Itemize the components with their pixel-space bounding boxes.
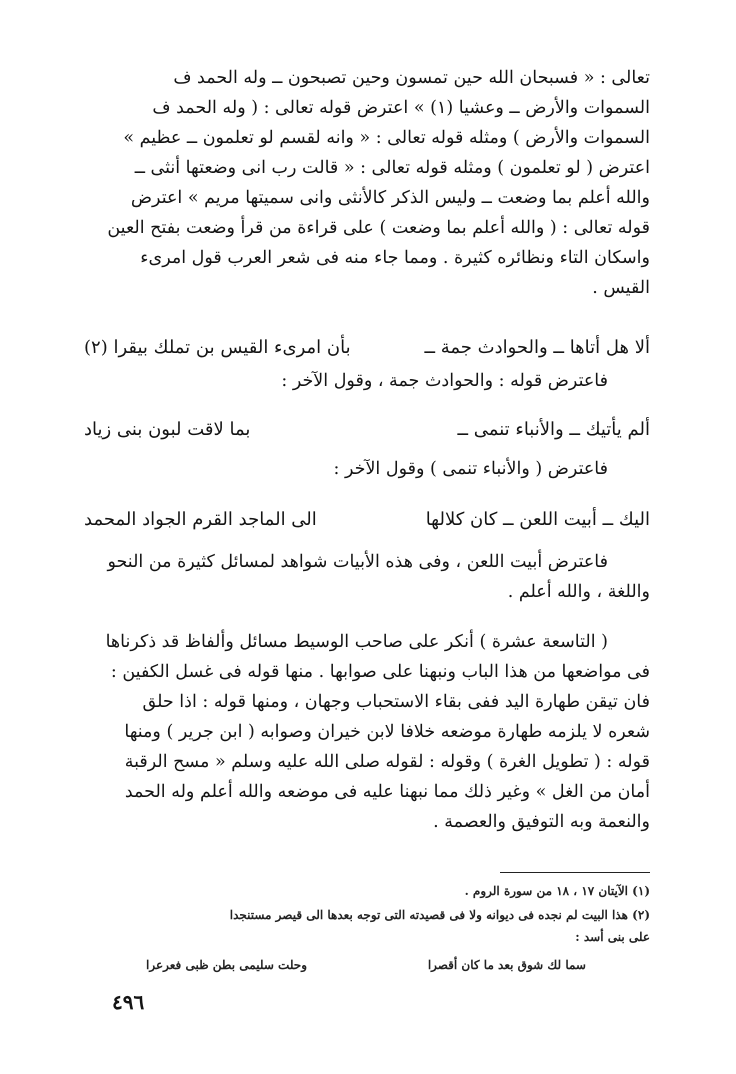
- footnote-2-continued: على بنى أسد :: [575, 930, 650, 944]
- text-line: شعره لا يلزمه طهارة موضعه خلافا لابن خيران وصوابه ( ابن جرير ) ومنها: [124, 722, 650, 742]
- paragraph-1: [84, 63, 650, 303]
- text-line: فاعترض أبيت اللعن ، وفى هذه الأبيات شواهد لمسائل كثيرة من النحو: [107, 552, 608, 572]
- text-line: فاعترض قوله : والحوادث جمة ، وقول الآخر :: [281, 371, 608, 391]
- text-line: واللغة ، والله أعلم .: [507, 582, 650, 602]
- footnote-1: (١) الآيتان ١٧ ، ١٨ من سورة الروم .: [464, 884, 650, 898]
- text-line: والنعمة وبه التوفيق والعصمة .: [433, 812, 650, 832]
- footnote-verse-second-hemistich: وحلت سليمى بطن ظبى فعرعرا: [146, 958, 308, 972]
- text-line: قوله تعالى : ( والله أعلم بما وضعت ) على قراءة من قرأ وضعت بفتح العين: [107, 218, 650, 238]
- text-line: فاعترض ( والأنباء تنمى ) وقول الآخر :: [333, 459, 608, 479]
- verse-first-hemistich: ألم يأتيك ــ والأنباء تنمى ــ: [457, 418, 650, 440]
- text-line: قوله : ( تطويل الغرة ) وقوله : لقوله صلى الله عليه وسلم « مسح الرقبة: [124, 752, 650, 772]
- verse-second-hemistich: الى الماجد القرم الجواد المحمد: [84, 508, 317, 530]
- footnote-verse: [146, 958, 586, 972]
- verse-3: [84, 502, 650, 536]
- page-number: ٤٩٦: [112, 990, 145, 1014]
- verse-second-hemistich: بأن امرىء القيس بن تملك بيقرا (٢): [84, 336, 351, 358]
- text-line: والله أعلم بما وضعت ــ وليس الذكر كالأنثى وانى سميتها مريم » اعترض: [130, 188, 650, 208]
- verse-1-commentary: [84, 366, 650, 396]
- verse-2-commentary: [84, 454, 650, 484]
- verse-2: [84, 412, 650, 446]
- paragraph-2: [84, 547, 650, 607]
- footnote-2: (٢) هذا البيت لم نجده فى ديوانه ولا فى قصيدته التى توجه بعدها الى قيصر مستنجدا: [229, 908, 650, 922]
- text-line: فى مواضعها من هذا الباب ونبهنا على صوابها . منها قوله فى غسل الكفين :: [110, 662, 650, 682]
- verse-second-hemistich: بما لاقت لبون بنى زياد: [84, 418, 251, 440]
- text-line: أمان من الغل » وغير ذلك مما نبهنا عليه فى موضعه والله أعلم وله الحمد: [124, 782, 650, 802]
- footnote-separator: [500, 872, 650, 873]
- paragraph-3: [84, 627, 650, 837]
- text-line: تعالى : « فسبحان الله حين تمسون وحين تصبحون ــ وله الحمد ف: [173, 68, 650, 88]
- footnote-verse-first-hemistich: سما لك شوق بعد ما كان أقصرا: [427, 958, 586, 972]
- text-line: فان تيقن طهارة اليد ففى بقاء الاستحباب وجهان ، ومنها قوله : اذا حلق: [142, 692, 650, 712]
- text-line: واسكان التاء ونظائره كثيرة . ومما جاء منه فى شعر العرب قول امرىء: [140, 248, 650, 268]
- text-line: السموات والأرض ) ومثله قوله تعالى : « وانه لقسم لو تعلمون ــ عظيم »: [123, 128, 650, 148]
- verse-1: [84, 330, 650, 364]
- verse-first-hemistich: ألا هل أتاها ــ والحوادث جمة ــ: [424, 336, 650, 358]
- text-line: السموات والأرض ــ وعشيا (١) » اعترض قوله تعالى : ( وله الحمد ف: [152, 98, 650, 118]
- text-line: ( التاسعة عشرة ) أنكر على صاحب الوسيط مسائل وألفاظ قد ذكرناها: [105, 632, 608, 652]
- text-line: اعترض ( لو تعلمون ) ومثله قوله تعالى : « قالت رب انى وضعتها أنثى ــ: [134, 158, 650, 178]
- verse-first-hemistich: اليك ــ أبيت اللعن ــ كان كلالها: [425, 508, 650, 530]
- text-line: القيس .: [592, 278, 650, 298]
